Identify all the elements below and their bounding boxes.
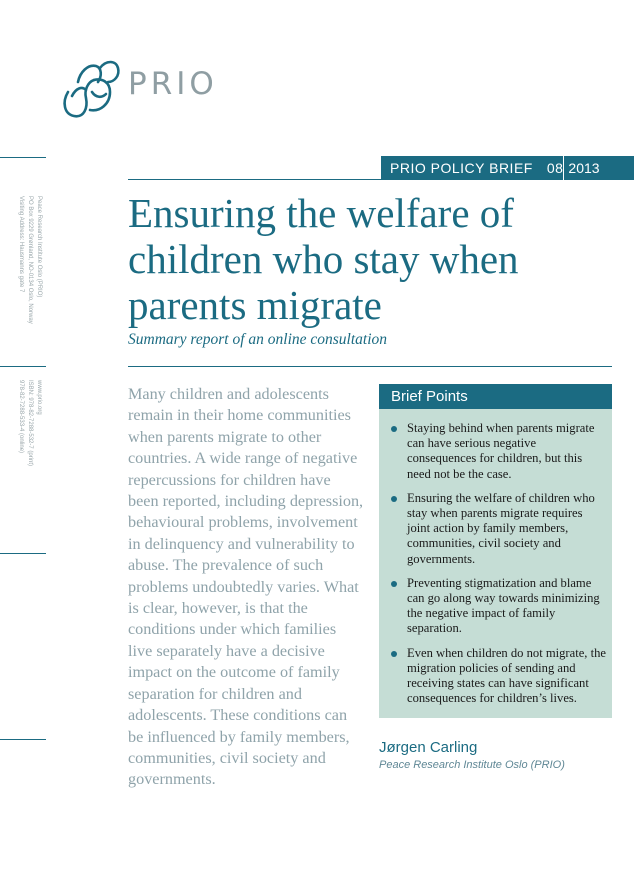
sidebar-rule-2 bbox=[0, 366, 46, 367]
prio-logo-icon bbox=[58, 52, 124, 120]
subtitle-rule bbox=[128, 366, 612, 367]
bullet-icon bbox=[391, 426, 397, 432]
address-line: Visiting Address: Hausmanns gate 7 bbox=[18, 196, 24, 293]
logo-text: PRIO bbox=[128, 66, 218, 102]
sidebar-rule-3 bbox=[0, 553, 46, 554]
brief-point bbox=[391, 576, 607, 637]
isbn-line: 978-82-7288-533-4 (online) bbox=[18, 380, 24, 454]
sidebar-rule-4 bbox=[0, 739, 46, 740]
series-label: PRIO POLICY BRIEF bbox=[390, 160, 533, 176]
isbn-line: www.prio.org bbox=[36, 380, 42, 415]
page-title: Ensuring the welfare of children who stay when parents migrate bbox=[128, 190, 519, 328]
brief-point-text: Preventing stigmatization and blame can go along way towards minimizing the negative impact of family separation. bbox=[407, 575, 600, 636]
author-affiliation: Peace Research Institute Oslo (PRIO) bbox=[379, 759, 565, 771]
issue-year: 2013 bbox=[568, 160, 600, 176]
sidebar-address bbox=[16, 196, 43, 356]
brief-point-text: Ensuring the welfare of children who stay when parents migrate requires joint action by family members, communities, civil society and governments. bbox=[407, 490, 595, 566]
intro-paragraph: Many children and adolescents remain in their home communities when parents migrate to other countries. A wide range of negative repercussions for children have been reported, including depression, behavioural problems, involvement in delinquency and vulnerability to abuse. The prevalence of such problems undoubtedly varies. What is clear, however, is that the conditions under which families live separately have a decisive impact on the outcome of family separation for children and adolescents. These conditions can be influenced by family members, communities, civil society and governments. bbox=[128, 385, 364, 789]
brief-point-text: Staying behind when parents migrate can have serious negative consequences for children, but this need not be the case. bbox=[407, 421, 595, 481]
author-name: Jørgen Carling bbox=[379, 739, 478, 756]
sidebar-rule-top bbox=[0, 157, 46, 158]
isbn-line: ISBN: 978-82-7288-532-7 (print) bbox=[27, 380, 33, 467]
address-line: Peace Research Institute Oslo (PRIO) bbox=[36, 196, 42, 298]
sidebar-isbn bbox=[16, 380, 43, 490]
bullet-icon bbox=[391, 496, 397, 502]
header-rule bbox=[128, 179, 381, 180]
brief-point bbox=[391, 491, 607, 567]
page-subtitle: Summary report of an online consultation bbox=[128, 331, 388, 348]
bullet-icon bbox=[391, 651, 397, 657]
brief-points-heading: Brief Points bbox=[379, 384, 612, 409]
brief-point bbox=[391, 646, 607, 707]
brief-point-text: Even when children do not migrate, the migration policies of sending and receiving states can have significant consequences for children’s lives. bbox=[407, 645, 606, 706]
address-line: PO Box 9229 Grønland, NO-0134 Oslo, Norway bbox=[27, 196, 33, 324]
brief-point bbox=[391, 421, 607, 482]
brief-points-list bbox=[391, 421, 607, 715]
policy-brief-banner bbox=[381, 156, 634, 180]
issue-number: 08 bbox=[546, 160, 564, 176]
bullet-icon bbox=[391, 581, 397, 587]
issue-separator bbox=[563, 156, 564, 180]
